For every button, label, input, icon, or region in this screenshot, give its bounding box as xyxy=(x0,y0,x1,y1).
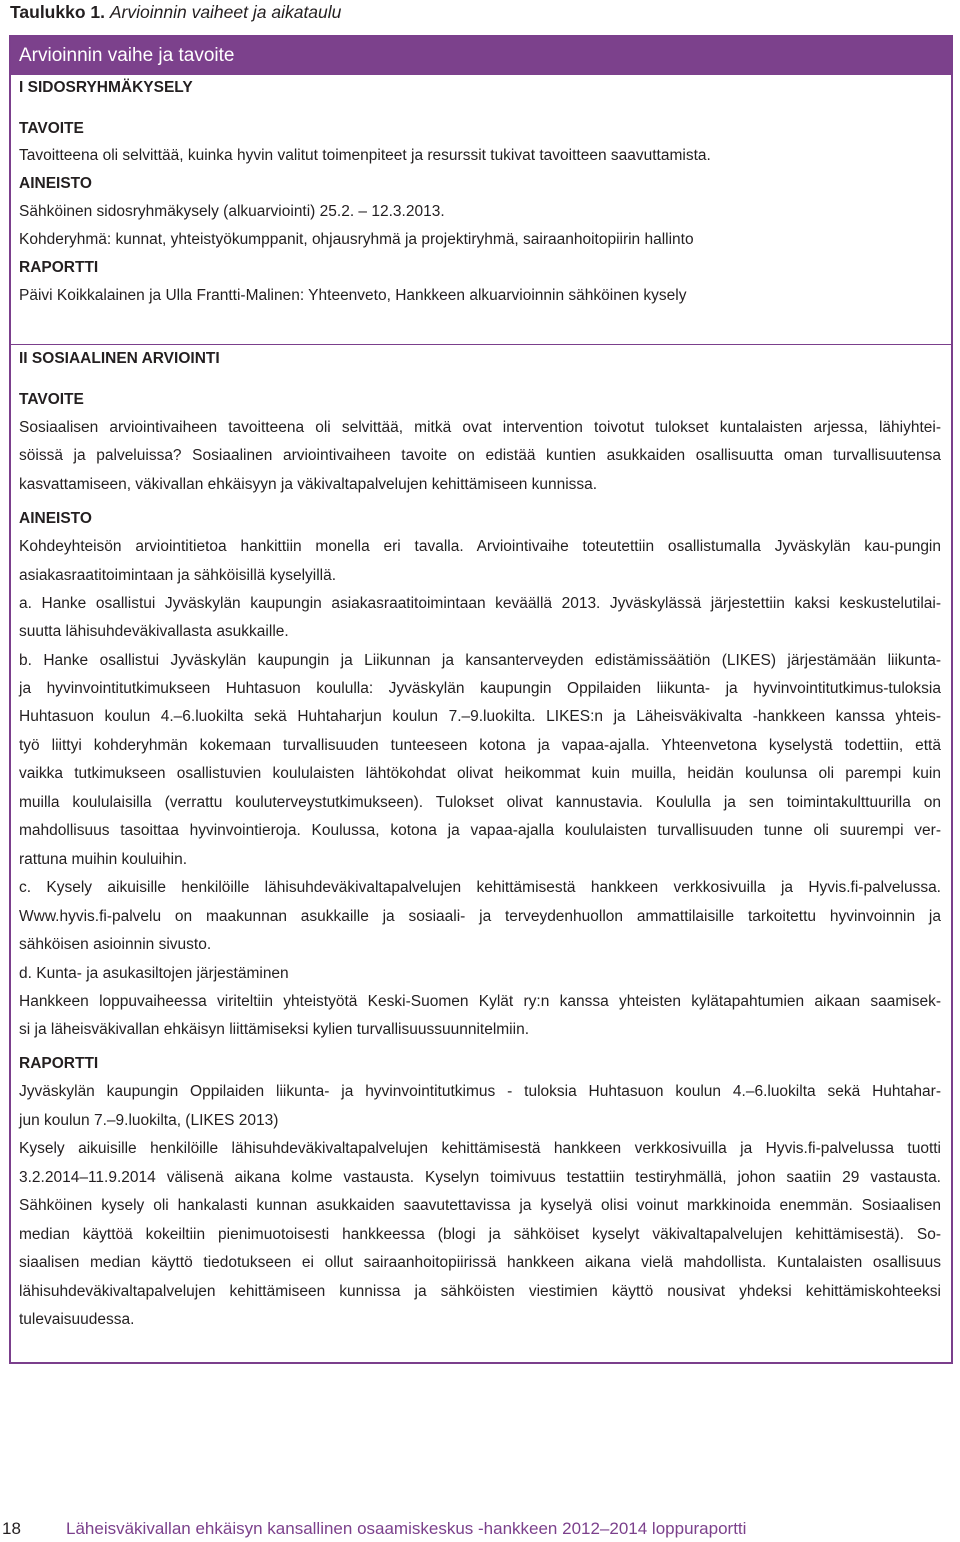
tavoite-heading: TAVOITE xyxy=(19,391,84,408)
tavoite-line: Sosiaalisen arviointivaiheen tavoitteena oli selvittää, mitkä ovat intervention toivotut tulokset kuntalaisten arjessa, lähiyhtei- xyxy=(19,419,941,436)
aineisto-line: Kohdeyhteisön arviointitietoa hankittiin monella eri tavalla. Arviointivaihe toteutettiin osallistumalla Jyväskylän kau-pungin xyxy=(19,538,941,555)
tavoite-text: Tavoitteena oli selvittää, kuinka hyvin valitut toimenpiteet ja resurssit tukivat tavoitteen saavuttamista. xyxy=(19,147,711,164)
aineisto-line: rattuna muihin kouluihin. xyxy=(19,851,188,868)
aineisto-line: a. Hanke osallistui Jyväskylän kaupungin asiakasraatitoimintaan keväällä 2013. Jyväskylässä järjestettiin kaksi keskustelutilai- xyxy=(19,595,941,612)
raportti-line: median käyttöä kokeiltiin pienimuotoisesti hankkeessa (blogi ja sähköiset kyselyt väkivaltapalvelujen kehittämisestä). So- xyxy=(19,1226,941,1243)
aineisto-line: d. Kunta- ja asukasiltojen järjestäminen xyxy=(19,965,289,982)
caption-title: Arvioinnin vaiheet ja aikataulu xyxy=(109,2,342,22)
caption-label: Taulukko 1. xyxy=(10,2,105,22)
aineisto-heading: AINEISTO xyxy=(19,175,92,192)
aineisto-line: ja hyvinvointitutkimukseen Huhtasuon koululla: Jyväskylän kaupungin Oppilaiden liikunta- ja hyvinvointitutkimus-tuloksia xyxy=(19,680,941,697)
section-sosiaalinen-arviointi xyxy=(11,346,951,1362)
aineisto-line: Www.hyvis.fi-palvelu on maakunnan asukkaille ja sosiaali- ja terveydenhuollon ammattilaisille tarkoitettu hyvinvoinnin ja xyxy=(19,908,941,925)
aineisto-line: asiakasraatitoimintaan ja sähköisillä kyselyillä. xyxy=(19,567,337,584)
aineisto-text: Sähköinen sidosryhmäkysely (alkuarviointi) 25.2. – 12.3.2013. xyxy=(19,203,445,220)
table-caption xyxy=(10,0,341,24)
aineisto-line: c. Kysely aikuisille henkilöille lähisuhdeväkivaltapalvelujen kehittämisestä hankkeen verkkosivuilla ja Hyvis.fi-palvelussa. xyxy=(19,879,941,896)
aineisto-text: Kohderyhmä: kunnat, yhteistyökumppanit, ohjausryhmä ja projektiryhmä, sairaanhoitopiirin hallinto xyxy=(19,231,694,248)
table-header: Arvioinnin vaihe ja tavoite xyxy=(11,37,951,75)
aineisto-line: si ja läheisväkivallan ehkäisyn liittämiseksi kylien turvallisuussuunnitelmiin. xyxy=(19,1021,529,1038)
page-number: 18 xyxy=(2,1519,21,1538)
aineisto-line: työ liittyi kohderyhmän kokemaan turvallisuuden tunteeseen kotona ja vapaa-ajalla. Yhteenvetona kyselystä todettiin, että xyxy=(19,737,941,754)
raportti-line: lähisuhdeväkivaltapalvelujen kehittämiseen kunnissa ja sähköisten viestimien käyttö nousivat yhdeksi kehittämiskohteeksi xyxy=(19,1283,941,1300)
raportti-heading: RAPORTTI xyxy=(19,259,99,276)
tavoite-heading: TAVOITE xyxy=(19,120,84,137)
section-title: I SIDOSRYHMÄKYSELY xyxy=(19,79,193,96)
aineisto-line: Huhtasuon koulun 4.–6.luokilta sekä Huhtaharjun koulun 7.–9.luokilta. LIKES:n ja Läheisväkivalta -hankkeen kanssa yhteis- xyxy=(19,708,941,725)
aineisto-line: muilla koululaisilla (verrattu kouluterveystutkimukseen). Tulokset olivat kannustavia. Koululla ja sen toimintakulttuurilla on xyxy=(19,794,941,811)
raportti-line: jun koulun 7.–9.luokilta, (LIKES 2013) xyxy=(19,1112,279,1129)
aineisto-line: Hankkeen loppuvaiheessa viriteltiin yhteistyötä Keski-Suomen Kylät ry:n kanssa yhteisten kylätapahtumien aikaan saamisek- xyxy=(19,993,941,1010)
raportti-line: tulevaisuudessa. xyxy=(19,1311,135,1328)
evaluation-table xyxy=(9,35,953,1364)
aineisto-heading: AINEISTO xyxy=(19,510,92,527)
raportti-text: Päivi Koikkalainen ja Ulla Frantti-Malinen: Yhteenveto, Hankkeen alkuarvioinnin sähköinen kysely xyxy=(19,287,687,304)
section-sidosryhmakysely xyxy=(11,75,951,345)
raportti-line: Jyväskylän kaupungin Oppilaiden liikunta- ja hyvinvointitutkimus - tuloksia Huhtasuon koulun 4.–6.luokilta sekä Huhtahar- xyxy=(19,1083,941,1100)
raportti-heading: RAPORTTI xyxy=(19,1055,99,1072)
section-title: II SOSIAALINEN ARVIOINTI xyxy=(19,350,220,367)
aineisto-line: suutta lähisuhdeväkivallasta asukkaille. xyxy=(19,623,289,640)
raportti-line: Kysely aikuisille henkilöille lähisuhdeväkivaltapalvelujen kehittämisestä hankkeen verkkosivuilla ja Hyvis.fi-palvelussa tuotti xyxy=(19,1140,941,1157)
raportti-line: siaalisen median käyttö tiedotukseen ei ollut sairaanhoitopiirissä hankkeen aikana vielä mahdollista. Kuntalaisten osallisuus xyxy=(19,1254,941,1271)
tavoite-line: kasvattamiseen, väkivallan ehkäisyyn ja väkivaltapalvelujen kehittämiseen kunnissa. xyxy=(19,476,598,493)
footer-text: Läheisväkivallan ehkäisyn kansallinen osaamiskeskus -hankkeen 2012–2014 loppuraportti xyxy=(66,1519,747,1538)
tavoite-line: söissä ja palveluissa? Sosiaalinen arviointivaiheen tavoite on edistää kuntien asukkaiden osallisuutta oman turvallisuutensa xyxy=(19,447,941,464)
aineisto-line: vaikka tutkimukseen osallistuvien koululaisten lähtökohdat olivat heikommat kuin muilla, heidän koulunsa oli parempi kuin xyxy=(19,765,941,782)
aineisto-line: mahdollisuus tasoittaa hyvinvointieroja. Koulussa, kotona ja vapaa-ajalla koululaisten turvallisuuden tunne oli suurempi ver- xyxy=(19,822,941,839)
raportti-line: 3.2.2014–11.9.2014 välisenä aikana kolme vastausta. Kyselyn toimivuus testattiin testiryhmällä, johon saatiin 29 vastausta. xyxy=(19,1169,941,1186)
raportti-line: Sähköinen kysely oli hankalasti kunnan asukkaiden saavutettavissa ja kyselyä olisi voinut markkinoida enemmän. Sosiaalisen xyxy=(19,1197,941,1214)
aineisto-line: b. Hanke osallistui Jyväskylän kaupungin ja Liikunnan ja kansanterveyden edistämissäätiön (LIKES) järjestämään liikunta- xyxy=(19,652,941,669)
aineisto-line: sähköisen asioinnin sivusto. xyxy=(19,936,212,953)
